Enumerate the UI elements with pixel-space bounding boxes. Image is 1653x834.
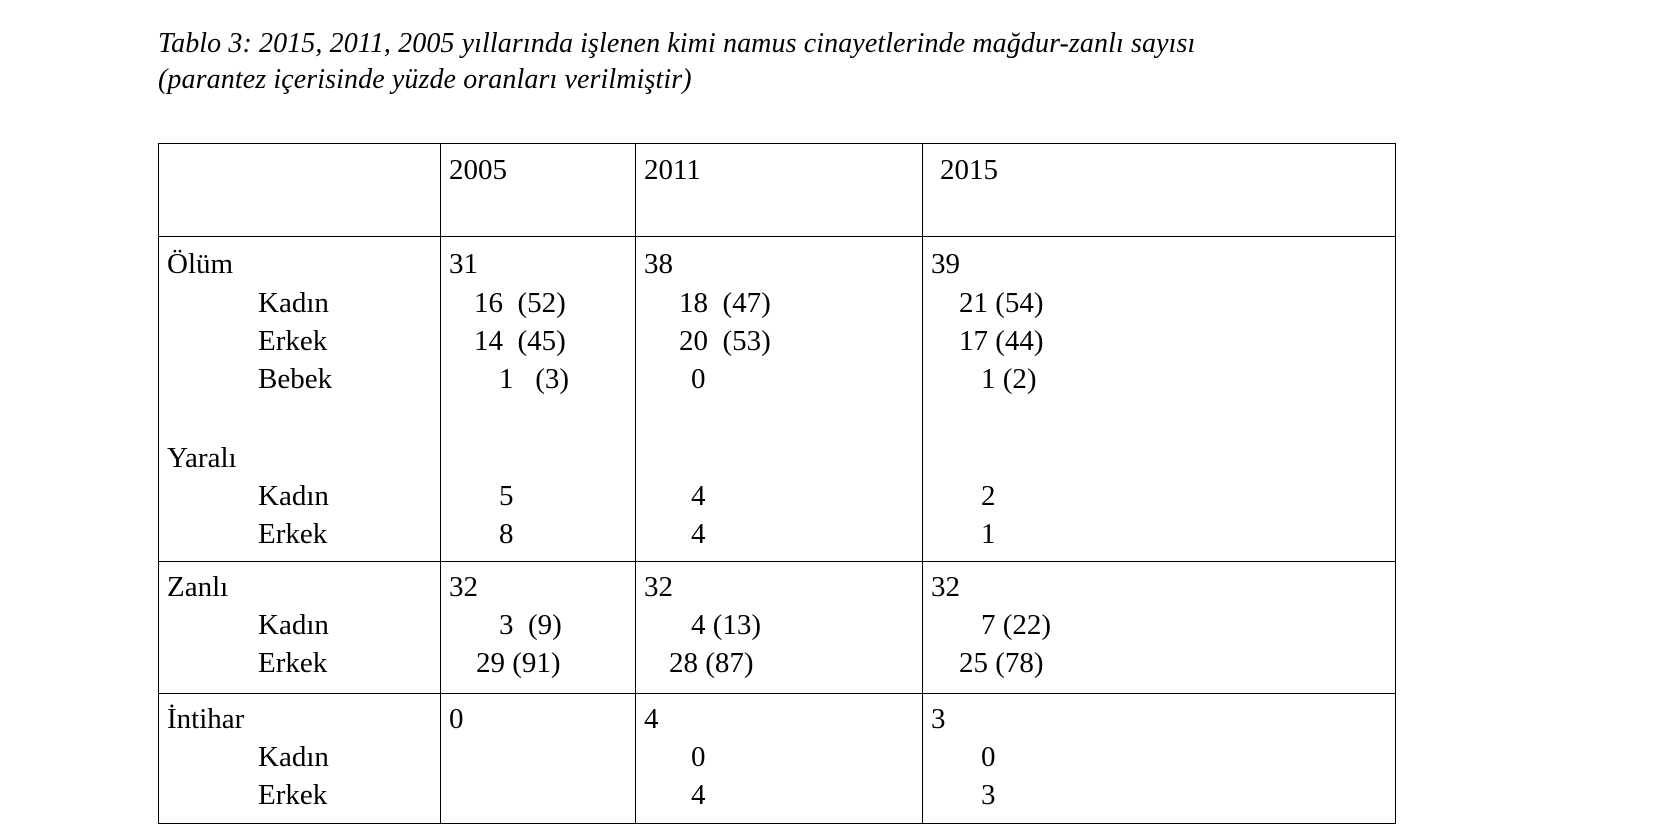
olum-total-2011: 38 [644,248,673,280]
olum-bebek-label: Bebek [258,363,333,395]
zanli-total-2015: 32 [931,571,960,603]
column-divider-1 [440,144,441,823]
zanli-kadin-2005: 3 (9) [499,609,562,641]
olum-kadin-2011: 18 (47) [679,287,771,319]
row-label-intihar: İntihar [167,703,245,735]
intihar-total-2005: 0 [449,703,464,735]
caption-line-2: (parantez içerisinde yüzde oranları verilmiştir) [158,64,692,95]
data-table [158,143,1396,824]
olum-kadin-label: Kadın [258,287,329,319]
section-divider-zanli [159,561,1395,562]
intihar-kadin-2015: 0 [981,741,996,773]
zanli-kadin-2015: 7 (22) [981,609,1052,641]
header-2005: 2005 [449,154,507,186]
olum-erkek-2011: 20 (53) [679,325,771,357]
yarali-kadin-2015: 2 [981,480,996,512]
caption-line-1: Tablo 3: 2015, 2011, 2005 yıllarında işlenen kimi namus cinayetlerinde mağdur-zanlı sayısı [158,28,1196,59]
row-label-yarali: Yaralı [167,442,237,474]
intihar-erkek-label: Erkek [258,779,328,811]
yarali-kadin-2011: 4 [691,480,706,512]
yarali-erkek-2005: 8 [499,518,514,550]
olum-kadin-2005: 16 (52) [474,287,566,319]
header-2015: 2015 [940,154,998,186]
zanli-kadin-label: Kadın [258,609,329,641]
zanli-erkek-2005: 29 (91) [476,647,561,679]
row-label-zanli: Zanlı [167,571,229,603]
table-caption [158,26,1195,98]
olum-total-2015: 39 [931,248,960,280]
zanli-erkek-label: Erkek [258,647,328,679]
olum-bebek-2011: 0 [691,363,706,395]
yarali-kadin-2005: 5 [499,480,514,512]
yarali-kadin-label: Kadın [258,480,329,512]
header-2011: 2011 [644,154,701,186]
yarali-erkek-label: Erkek [258,518,328,550]
olum-erkek-label: Erkek [258,325,328,357]
intihar-kadin-label: Kadın [258,741,329,773]
zanli-total-2005: 32 [449,571,478,603]
yarali-erkek-2011: 4 [691,518,706,550]
zanli-kadin-2011: 4 (13) [691,609,762,641]
intihar-erkek-2015: 3 [981,779,996,811]
intihar-total-2015: 3 [931,703,946,735]
olum-bebek-2015: 1 (2) [981,363,1037,395]
section-divider-intihar [159,693,1395,694]
zanli-erkek-2011: 28 (87) [669,647,754,679]
intihar-total-2011: 4 [644,703,659,735]
intihar-erkek-2011: 4 [691,779,706,811]
olum-kadin-2015: 21 (54) [959,287,1044,319]
column-divider-3 [922,144,923,823]
yarali-erkek-2015: 1 [981,518,996,550]
olum-erkek-2015: 17 (44) [959,325,1044,357]
zanli-total-2011: 32 [644,571,673,603]
row-label-olum: Ölüm [167,248,234,280]
olum-bebek-2005: 1 (3) [499,363,570,395]
header-divider [159,236,1395,237]
column-divider-2 [635,144,636,823]
olum-total-2005: 31 [449,248,478,280]
intihar-kadin-2011: 0 [691,741,706,773]
zanli-erkek-2015: 25 (78) [959,647,1044,679]
olum-erkek-2005: 14 (45) [474,325,566,357]
